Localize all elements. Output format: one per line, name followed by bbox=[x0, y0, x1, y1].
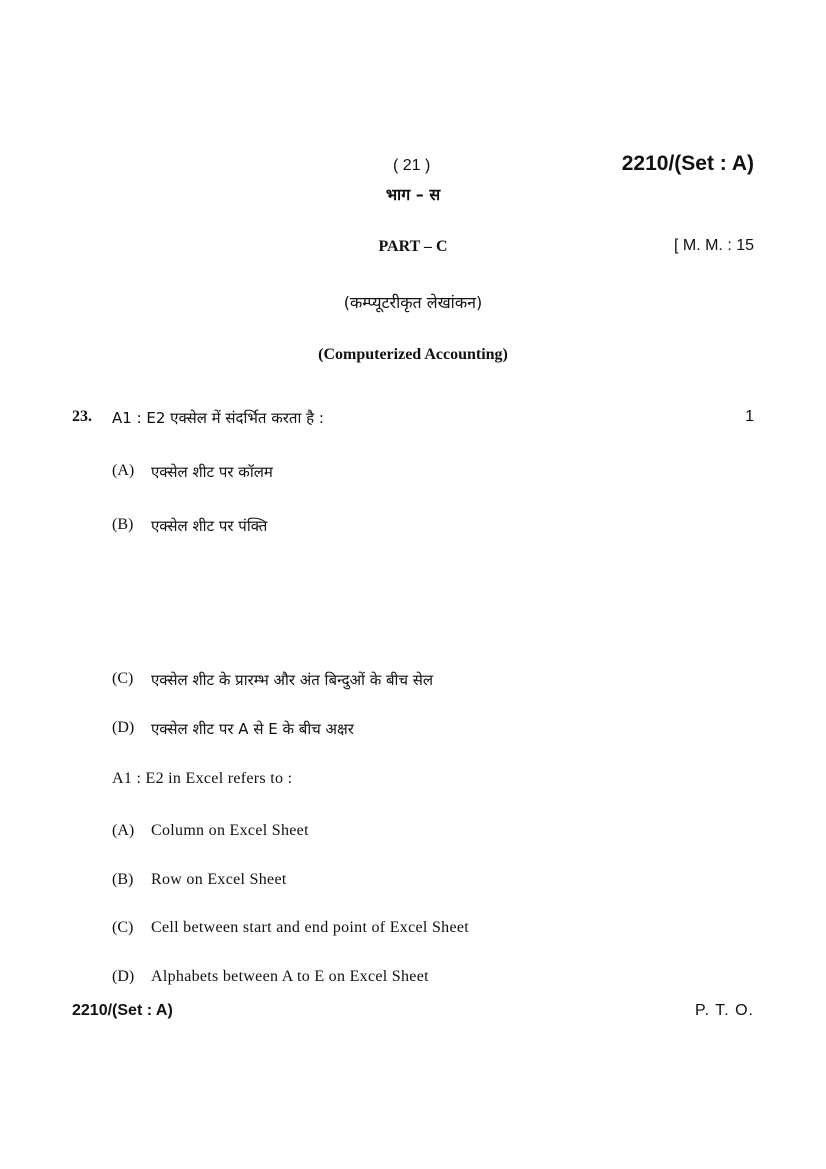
question-text-english: A1 : E2 in Excel refers to : bbox=[112, 770, 293, 787]
option-label-english-d: (D) bbox=[112, 968, 135, 985]
question-text-hindi: A1 : E2 एक्सेल में संदर्भित करता है : bbox=[112, 409, 324, 427]
option-label-hindi-d: (D) bbox=[112, 719, 135, 736]
pto-label: P. T. O. bbox=[695, 1002, 754, 1019]
option-label-hindi-b: (B) bbox=[112, 516, 134, 533]
section-title-hindi: भाग – स bbox=[385, 185, 441, 204]
option-text-english-c: Cell between start and end point of Excel Sheet bbox=[151, 919, 470, 936]
option-label-english-a: (A) bbox=[112, 822, 135, 839]
subject-title-hindi: (कम्प्यूटरीकृत लेखांकन) bbox=[343, 293, 483, 312]
option-label-hindi-a: (A) bbox=[112, 462, 135, 479]
option-label-hindi-c: (C) bbox=[112, 670, 134, 687]
option-text-hindi-b: एक्सेल शीट पर पंक्ति bbox=[151, 517, 268, 535]
option-text-english-d: Alphabets between A to E on Excel Sheet bbox=[151, 968, 429, 985]
max-marks: [ M. M. : 15 bbox=[673, 237, 754, 254]
question-number: 23. bbox=[72, 408, 92, 425]
option-text-english-a: Column on Excel Sheet bbox=[151, 822, 309, 839]
option-label-english-c: (C) bbox=[112, 919, 134, 936]
option-text-hindi-a: एक्सेल शीट पर कॉलम bbox=[151, 463, 273, 481]
subject-title-english: (Computerized Accounting) bbox=[318, 346, 508, 363]
paper-code-header: 2210/(Set : A) bbox=[621, 152, 754, 175]
option-text-hindi-c: एक्सेल शीट के प्रारम्भ और अंत बिन्दुओं के बीच सेल bbox=[151, 671, 434, 689]
page-number: ( 21 ) bbox=[393, 157, 431, 174]
part-title: PART – C bbox=[378, 238, 448, 255]
option-label-english-b: (B) bbox=[112, 871, 134, 888]
paper-code-footer: 2210/(Set : A) bbox=[72, 1002, 173, 1019]
option-text-hindi-d: एक्सेल शीट पर A से E के बीच अक्षर bbox=[151, 720, 354, 738]
question-marks: 1 bbox=[745, 408, 754, 425]
option-text-english-b: Row on Excel Sheet bbox=[151, 871, 287, 888]
